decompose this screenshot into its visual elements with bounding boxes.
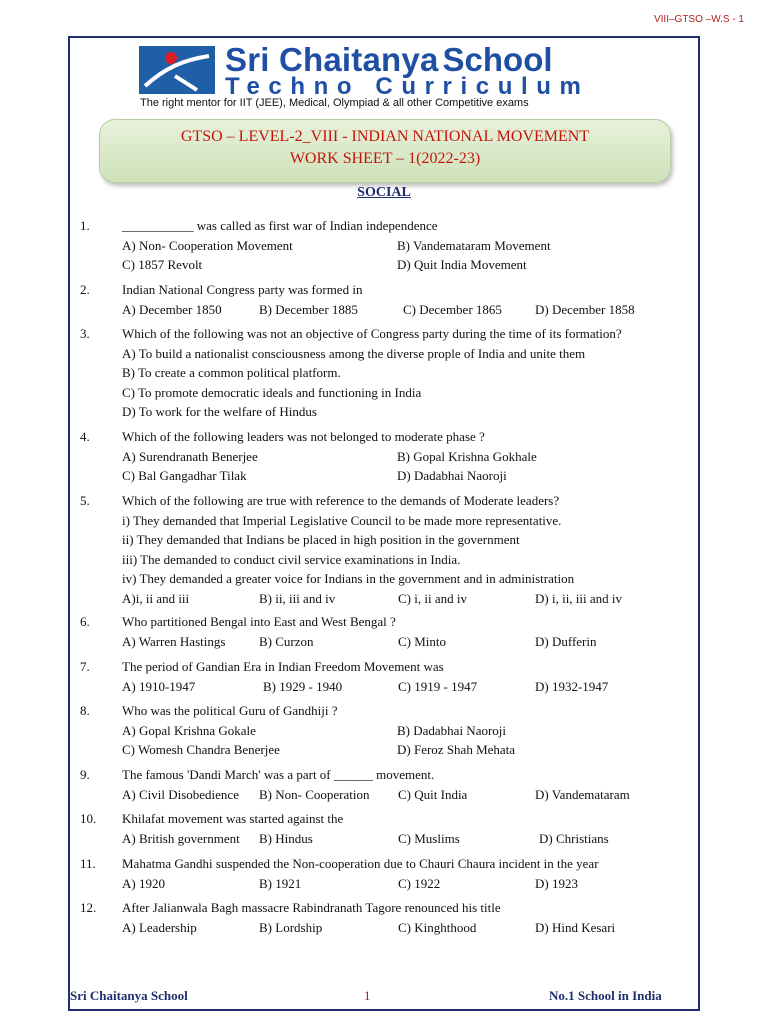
statement-i: i) They demanded that Imperial Legislative Council to be made more representative. xyxy=(122,512,562,528)
option-b: B) 1929 - 1940 xyxy=(263,678,343,694)
options-row xyxy=(122,300,682,320)
question-number: 7. xyxy=(80,659,90,674)
option-b: B) To create a common political platform. xyxy=(122,365,341,380)
option-a: A) Gopal Krishna Gokale xyxy=(122,722,256,738)
option-c: C) i, ii and iv xyxy=(398,590,467,606)
option-c: C) Minto xyxy=(398,633,447,649)
statement-iii: iii) The demanded to conduct civil service examinations in India. xyxy=(122,551,461,567)
option-c: C) 1857 Revolt xyxy=(122,257,203,272)
worksheet-title: GTSO – LEVEL-2_VIII - INDIAN NATIONAL MOVEMENT xyxy=(180,128,590,145)
statement-iv: iv) They demanded a greater voice for Indians in the government and in administration xyxy=(122,571,575,586)
option-b: B) Curzon xyxy=(259,633,314,649)
question-text: Which of the following are true with reference to the demands of Moderate leaders? xyxy=(122,493,560,508)
title-banner xyxy=(99,119,671,183)
option-b: B) Hindus xyxy=(259,830,313,846)
options-row xyxy=(122,677,682,697)
option-c: C) 1922 xyxy=(398,875,441,891)
option-b: B) Vandemataram Movement xyxy=(397,237,551,253)
logo-emblem-icon xyxy=(139,46,215,94)
subject-heading: SOCIAL xyxy=(357,185,411,200)
options-row xyxy=(122,721,682,741)
option-c: C) 1919 - 1947 xyxy=(398,678,478,694)
option-a: A) Civil Disobedience xyxy=(122,786,239,802)
option-a: A)i, ii and iii xyxy=(122,590,190,606)
options-row xyxy=(122,447,682,467)
question-number: 4. xyxy=(80,429,90,444)
option-a: A) To build a nationalist consciousness among the diverse prople of India and unite them xyxy=(122,345,586,361)
options-row xyxy=(122,255,682,275)
worksheet-subtitle: WORK SHEET – 1(2022-23) xyxy=(289,150,481,167)
option-d: D) i, ii, iii and iv xyxy=(535,590,623,606)
options-row xyxy=(122,632,682,652)
question-number: 10. xyxy=(80,811,97,826)
footer-slogan: No.1 School in India xyxy=(549,988,662,1003)
option-c: C) December 1865 xyxy=(403,301,502,317)
question-number: 5. xyxy=(80,493,90,508)
option-b: B) Dadabhai Naoroji xyxy=(397,722,507,738)
option-d: D) Feroz Shah Mehata xyxy=(397,742,516,757)
option-d: D) Hind Kesari xyxy=(535,919,616,935)
option-a: A) 1910-1947 xyxy=(122,678,196,694)
footer-school-name: Sri Chaitanya School xyxy=(70,988,188,1003)
question-text: Which of the following was not an objective of Congress party during the time of its formation? xyxy=(122,326,622,341)
question-number: 8. xyxy=(80,703,90,718)
question-text: The period of Gandian Era in Indian Freedom Movement was xyxy=(122,659,444,674)
options-row xyxy=(122,918,682,938)
question-text: The famous 'Dandi March' was a part of ______ movement. xyxy=(122,767,435,782)
option-c: C) Muslims xyxy=(398,830,460,846)
option-d: D) 1923 xyxy=(535,875,578,891)
option-a: A) 1920 xyxy=(122,875,165,891)
option-b: B) Gopal Krishna Gokhale xyxy=(397,448,537,464)
option-c: C) Bal Gangadhar Tilak xyxy=(122,468,247,483)
logo-school: School xyxy=(442,41,553,78)
option-a: A) Warren Hastings xyxy=(122,633,226,649)
question-number: 3. xyxy=(80,326,90,341)
option-a: A) December 1850 xyxy=(122,301,222,317)
question-text: Which of the following leaders was not belonged to moderate phase ? xyxy=(122,429,485,444)
logo-brand: Sri Chaitanya xyxy=(225,41,439,78)
question-text: ___________ was called as first war of Indian independence xyxy=(122,218,438,233)
question-number: 11. xyxy=(80,856,96,871)
option-c: C) To promote democratic ideals and functioning in India xyxy=(122,384,422,400)
logo-tagline: The right mentor for IIT (JEE), Medical, Olympiad & all other Competitive exams xyxy=(140,97,529,109)
option-c: C) Quit India xyxy=(398,786,468,802)
options-row xyxy=(122,874,682,894)
page-code: VIII–GTSO –W.S - 1 xyxy=(653,14,744,25)
question-text: Khilafat movement was started against the xyxy=(122,811,344,826)
statement-ii: ii) They demanded that Indians be placed in high position in the government xyxy=(122,532,520,547)
option-b: B) Lordship xyxy=(259,919,323,935)
options-row xyxy=(122,785,682,805)
option-c: C) Kinghthood xyxy=(398,919,477,935)
question-number: 9. xyxy=(80,767,90,782)
question-text: Who was the political Guru of Gandhiji ? xyxy=(122,703,338,718)
option-d: D) 1932-1947 xyxy=(535,678,609,694)
option-d: D) Dufferin xyxy=(535,633,597,649)
logo-curriculum: Techno Curriculum xyxy=(225,73,590,100)
option-d: D) Dadabhai Naoroji xyxy=(397,468,507,483)
option-d: D) To work for the welfare of Hindus xyxy=(122,404,317,419)
option-a: A) Surendranath Benerjee xyxy=(122,448,258,464)
options-row xyxy=(122,589,682,609)
options-row xyxy=(122,740,682,760)
options-row xyxy=(122,236,682,256)
question-text: Indian National Congress party was formed in xyxy=(122,282,363,297)
option-c: C) Womesh Chandra Benerjee xyxy=(122,742,280,757)
question-number: 2. xyxy=(80,282,90,297)
footer-page-number: 1 xyxy=(364,988,371,1003)
question-text: After Jalianwala Bagh massacre Rabindranath Tagore renounced his title xyxy=(122,900,501,915)
option-d: D) Quit India Movement xyxy=(397,257,527,272)
question-text: Mahatma Gandhi suspended the Non-cooperation due to Chauri Chaura incident in the year xyxy=(122,856,599,871)
option-b: B) ii, iii and iv xyxy=(259,590,336,606)
school-logo xyxy=(139,41,639,115)
option-d: D) Vandemataram xyxy=(535,786,630,802)
option-a: A) Leadership xyxy=(122,919,197,935)
options-row xyxy=(122,466,682,486)
option-d: D) December 1858 xyxy=(535,301,635,317)
option-a: A) British government xyxy=(122,830,240,846)
option-a: A) Non- Cooperation Movement xyxy=(122,237,293,253)
question-number: 12. xyxy=(80,900,97,915)
question-number: 6. xyxy=(80,614,90,629)
option-b: B) December 1885 xyxy=(259,301,358,317)
option-d: D) Christians xyxy=(539,830,609,846)
option-b: B) Non- Cooperation xyxy=(259,786,370,802)
option-b: B) 1921 xyxy=(259,875,302,891)
question-number: 1. xyxy=(80,218,90,233)
question-text: Who partitioned Bengal into East and West Bengal ? xyxy=(122,614,396,629)
options-row xyxy=(122,829,682,849)
